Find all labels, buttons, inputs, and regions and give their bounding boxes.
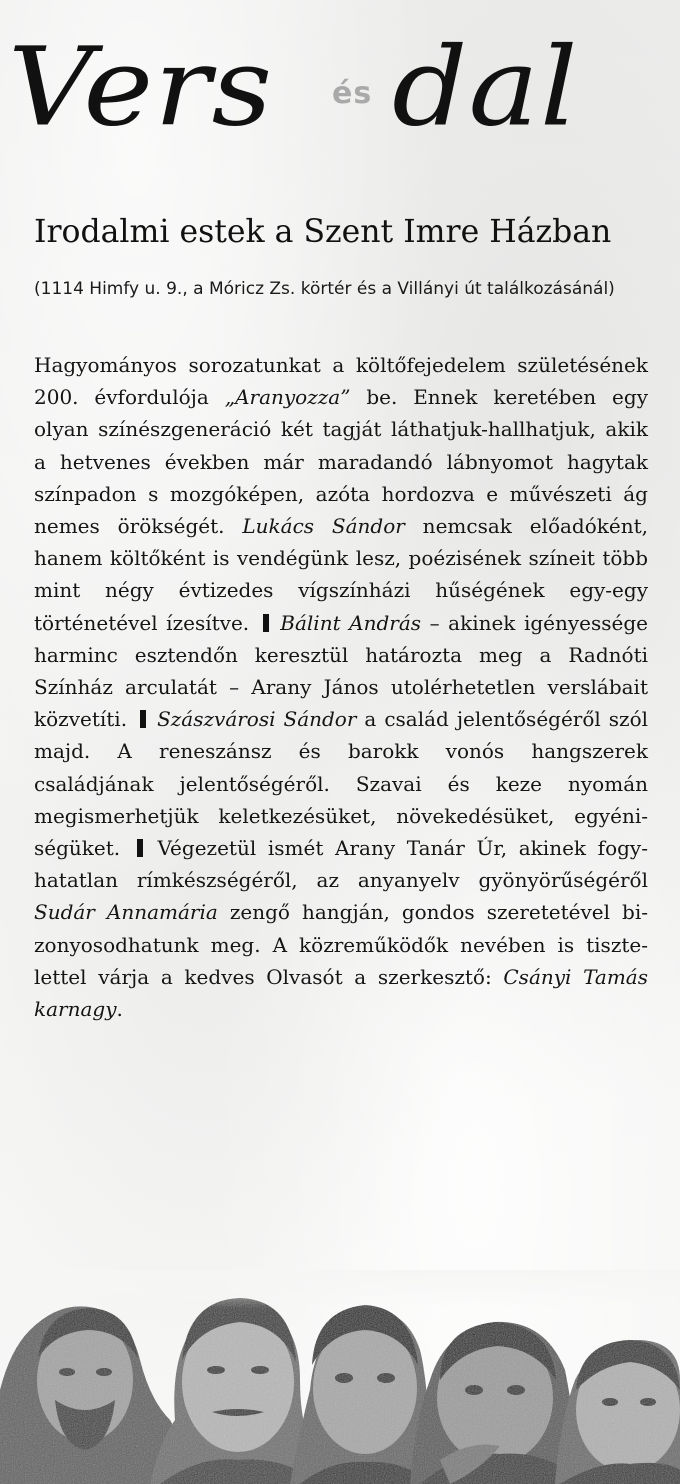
performer-name: Lukács Sándor xyxy=(242,514,405,539)
work-title: „Aranyozza” xyxy=(224,385,351,410)
performer-name: Sudár Annamária xyxy=(34,900,218,925)
venue-address: (1114 Himfy u. 9., a Móricz Zs. körtér és a Villányi út találkozásánál) xyxy=(34,279,615,299)
masthead-word-vers: Vers xyxy=(8,23,274,151)
performer-name: Bálint András xyxy=(280,610,422,635)
portrait-collage xyxy=(0,1270,680,1484)
body-text-run: – akinek igényessége harminc esztendőn keresztül határozta meg a Radnóti Színház arculatát – Arany János utolérhetetlen verslábait közvetíti. xyxy=(34,610,649,732)
body-text-run: nemcsak előadóként, hanem költőként is vendégünk lesz, poézisének színeit több mint négy évtizedes vígszínházi hűségének egy-egy történetével ízesítve. xyxy=(34,514,648,635)
section-separator-bar xyxy=(137,839,143,857)
masthead-connector: és xyxy=(332,76,373,111)
masthead-logo xyxy=(0,0,680,190)
section-separator-bar xyxy=(263,614,269,632)
body-paragraph xyxy=(34,349,648,1025)
masthead-word-dal: dal xyxy=(392,23,579,151)
body-text-run: . xyxy=(116,997,123,1022)
body-text-run: Hagyományos sorozatunkat a költőfejedelem születésének 200. évfordulója xyxy=(34,353,648,410)
section-separator-bar xyxy=(140,710,146,728)
body-text-run: Végezetül ismét Arany Tanár Úr, akinek fogyhatatlan rímkészségéről, az anyanyelv gyönyörűségéről xyxy=(34,836,648,893)
editor-name: Csányi Tamás karnagy xyxy=(34,964,648,1022)
body-text-run: a család jelentőségéről szól majd. A reneszánsz és barokk vonós hangszerek családjának jelentőségéről. Szavai és keze nyomán megismerhetjük keletkezésüket, növekedésüket, egyéniségüket. xyxy=(34,707,649,861)
subtitle: Irodalmi estek a Szent Imre Házban xyxy=(34,214,612,250)
performer-name: Szászvárosi Sándor xyxy=(157,707,357,732)
body-text-run: zengő hangján, gondos szeretetével bizonyosodhatunk meg. A közreműködők nevében is tisztelettel várja a kedves Olvasót a szerkesztő: xyxy=(34,900,648,989)
body-text-run: be. Ennek keretében egy olyan színészgeneráció két tagját láthatjuk-hallhatjuk, akik a hetvenes években már maradandó lábnyomot hagytak színpadon s mozgóképen, azóta hordozva e művészeti ág nemes örökségét. xyxy=(34,385,648,539)
